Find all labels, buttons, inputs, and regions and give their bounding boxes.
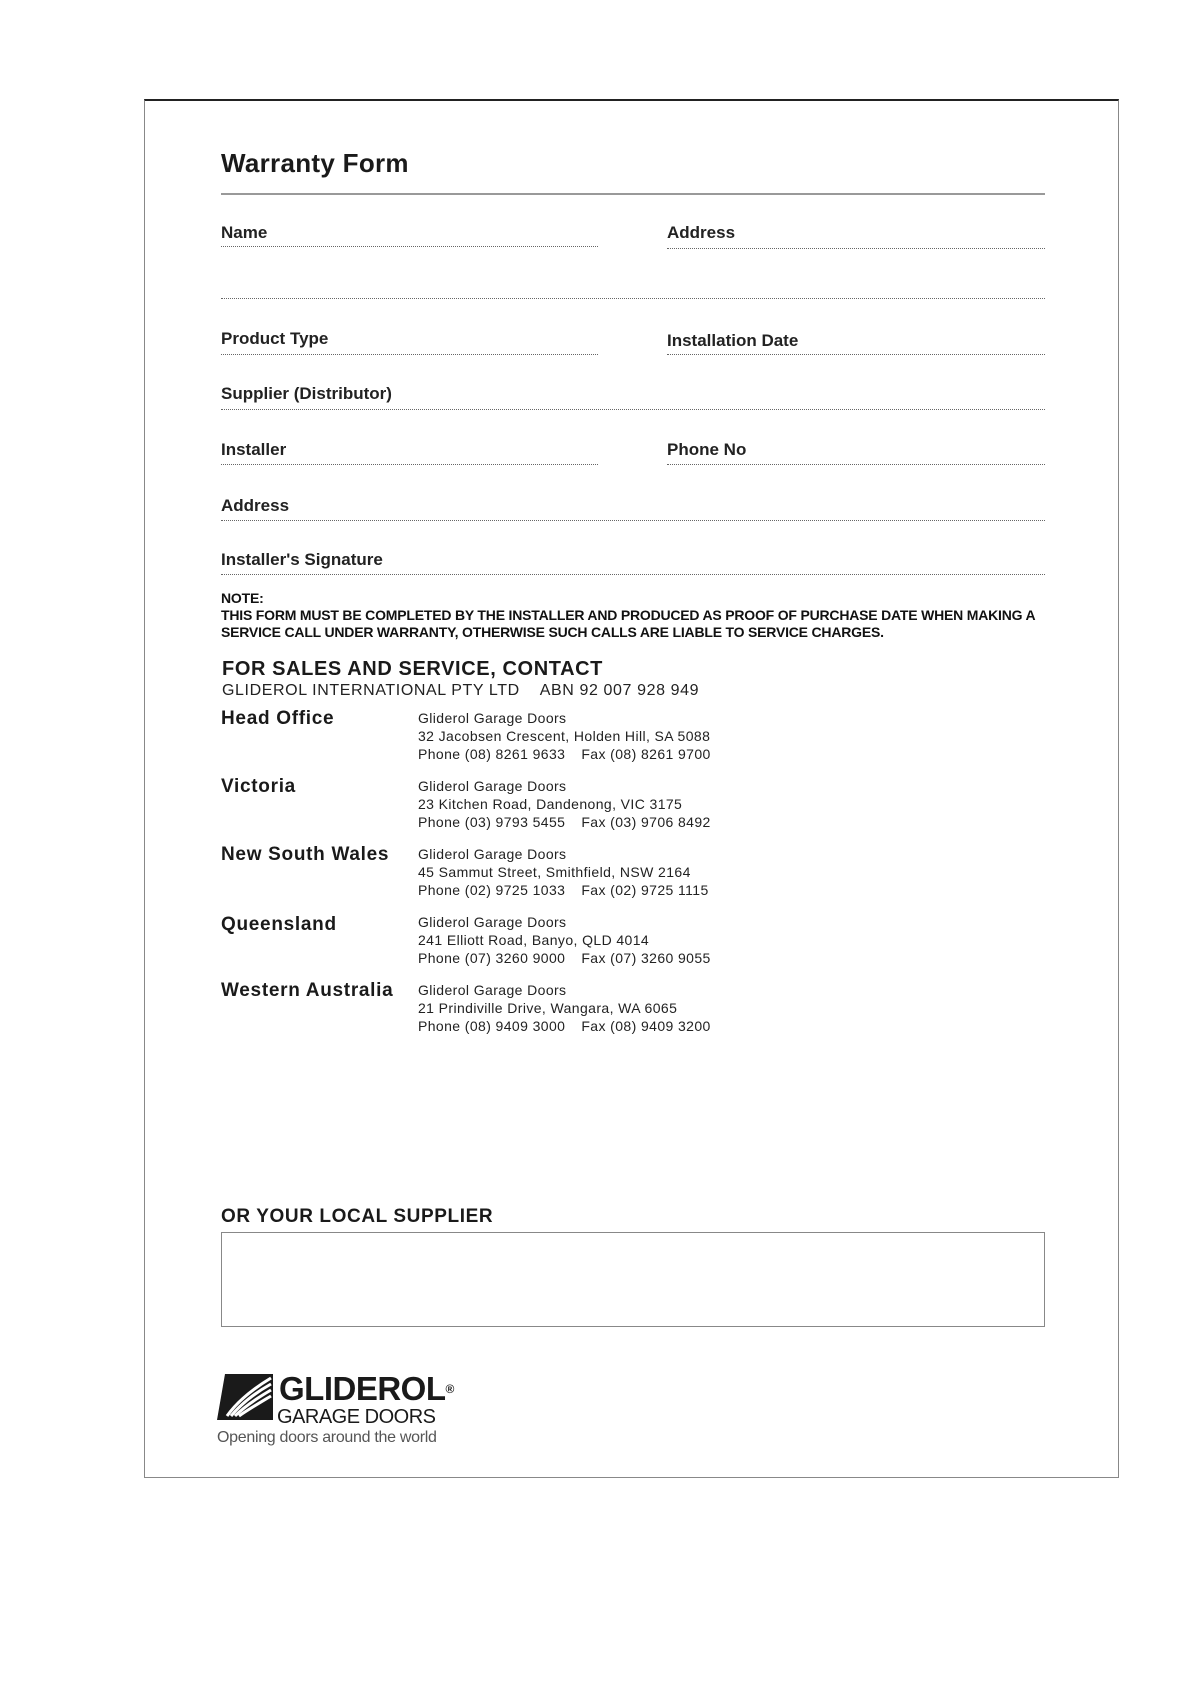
office-street: 32 Jacobsen Crescent, Holden Hill, SA 5088 (418, 728, 711, 744)
installer-label: Installer (221, 440, 287, 459)
office-region: Head Office (221, 708, 335, 729)
company-abn: ABN 92 007 928 949 (539, 682, 700, 699)
name-label: Name (221, 223, 268, 242)
logo-brand-text: GLIDEROL (279, 1370, 446, 1407)
sales-service-heading: FOR SALES AND SERVICE, CONTACT (222, 658, 603, 680)
office-details (418, 845, 709, 899)
logo-tagline: Opening doors around the world (217, 1429, 437, 1446)
title-divider (221, 193, 1045, 195)
office-name: Gliderol Garage Doors (418, 914, 567, 930)
supplier-field[interactable] (221, 409, 1045, 410)
logo-registered-mark: ® (445, 1382, 454, 1396)
supplier-label: Supplier (Distributor) (221, 384, 392, 403)
gliderol-logo-icon (217, 1372, 275, 1422)
phone-no-label: Phone No (667, 440, 747, 459)
office-fax: Fax (07) 3260 9055 (581, 950, 711, 966)
office-street: 21 Prindiville Drive, Wangara, WA 6065 (418, 1000, 678, 1016)
local-supplier-box[interactable] (221, 1232, 1045, 1327)
office-fax: Fax (03) 9706 8492 (581, 814, 711, 830)
company-name: GLIDEROL INTERNATIONAL PTY LTD (222, 682, 520, 699)
office-region: Victoria (221, 776, 296, 797)
office-fax: Fax (08) 9409 3200 (581, 1018, 711, 1034)
office-phone: Phone (03) 9793 5455 (418, 814, 566, 830)
office-phone: Phone (07) 3260 9000 (418, 950, 566, 966)
installer-address-field[interactable] (221, 520, 1045, 521)
logo-brand (279, 1371, 454, 1407)
office-details (418, 709, 711, 763)
office-details (418, 777, 711, 831)
office-details (418, 913, 711, 967)
warranty-note (221, 590, 1051, 641)
office-street: 45 Sammut Street, Smithfield, NSW 2164 (418, 864, 691, 880)
product-type-label: Product Type (221, 329, 329, 348)
office-street: 241 Elliott Road, Banyo, QLD 4014 (418, 932, 650, 948)
installer-address-label: Address (221, 496, 290, 515)
office-phone: Phone (02) 9725 1033 (418, 882, 566, 898)
installer-signature-label: Installer's Signature (221, 550, 383, 569)
office-fax: Fax (08) 8261 9700 (581, 746, 711, 762)
installer-field[interactable] (221, 464, 598, 465)
office-region: Queensland (221, 914, 337, 935)
installer-signature-field[interactable] (221, 574, 1045, 575)
phone-no-field[interactable] (667, 464, 1045, 465)
installation-date-label: Installation Date (667, 331, 799, 350)
office-name: Gliderol Garage Doors (418, 778, 567, 794)
note-label: NOTE: (221, 590, 264, 606)
local-supplier-heading: OR YOUR LOCAL SUPPLIER (221, 1206, 494, 1227)
office-region: Western Australia (221, 980, 394, 1001)
installation-date-field[interactable] (667, 354, 1045, 355)
office-region: New South Wales (221, 844, 390, 865)
office-name: Gliderol Garage Doors (418, 982, 567, 998)
office-phone: Phone (08) 9409 3000 (418, 1018, 566, 1034)
office-street: 23 Kitchen Road, Dandenong, VIC 3175 (418, 796, 683, 812)
office-details (418, 981, 711, 1035)
note-text: THIS FORM MUST BE COMPLETED BY THE INSTALLER AND PRODUCED AS PROOF OF PURCHASE DATE WHEN MAKING A SERVICE CALL UNDER WARRANTY, OTHERWISE SUCH CALLS ARE LIABLE TO SERVICE CHARGES. (221, 607, 1035, 640)
logo-subtitle: GARAGE DOORS (277, 1406, 436, 1428)
office-name: Gliderol Garage Doors (418, 710, 567, 726)
address-label: Address (667, 223, 736, 242)
form-title: Warranty Form (221, 148, 409, 178)
address-field-line-2[interactable] (221, 298, 1045, 299)
office-fax: Fax (02) 9725 1115 (581, 882, 709, 898)
address-field[interactable] (667, 248, 1045, 249)
office-phone: Phone (08) 8261 9633 (418, 746, 566, 762)
name-field[interactable] (221, 246, 598, 247)
product-type-field[interactable] (221, 354, 598, 355)
office-name: Gliderol Garage Doors (418, 846, 567, 862)
company-line (222, 682, 699, 700)
